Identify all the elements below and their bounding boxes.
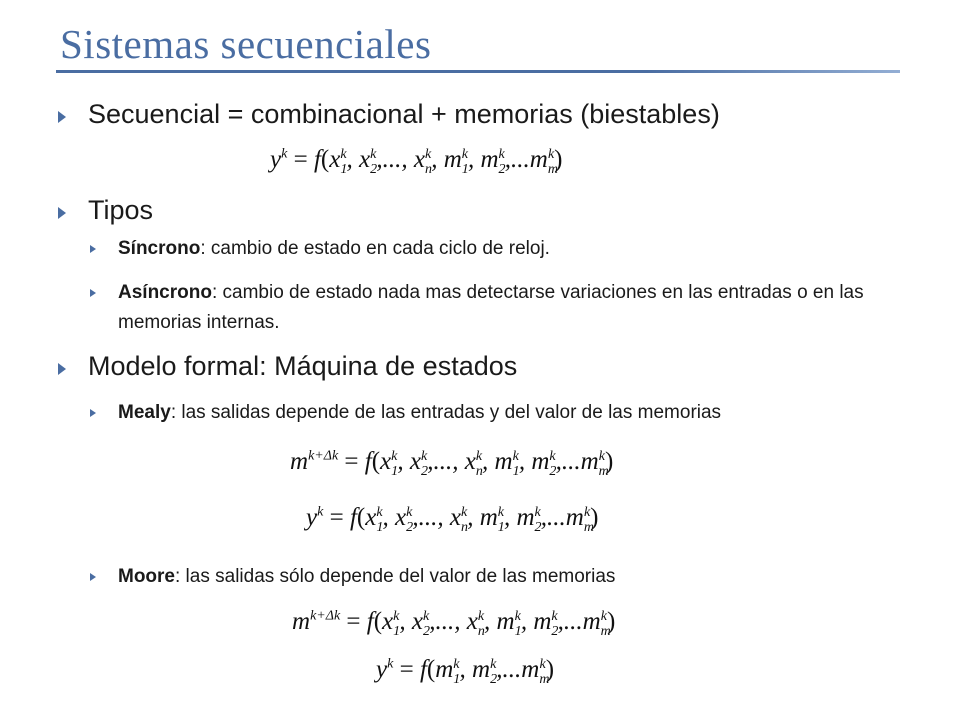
bullet-moore <box>118 562 908 592</box>
formula-mealy-output: $y^k = f(x_1^k$, $x_2^k$,..., $x_n^k$, $m_1^k$, $m_2^k,...m_m^k$) <box>306 504 599 535</box>
triangle-right-icon <box>90 245 96 253</box>
triangle-right-icon <box>90 289 96 297</box>
term-asincrono: Asíncrono <box>118 282 212 303</box>
formula-moore-output: $y^k = f(m_1^k$, $m_2^k,...m_m^k$) <box>376 656 555 687</box>
bullet-modelo-formal: Modelo formal: Máquina de estados <box>88 351 518 381</box>
bullet-tipos: Tipos <box>88 195 154 225</box>
bullet-asincrono <box>118 278 908 338</box>
title-underline <box>56 70 900 73</box>
triangle-right-icon <box>58 207 66 219</box>
slide-title: Sistemas secuenciales <box>60 21 432 67</box>
bullet-mealy <box>118 398 908 428</box>
asincrono-description: : cambio de estado nada mas detectarse variaciones en las entradas o en las memorias internas. <box>118 282 864 333</box>
bullet-secuencial: Secuencial = combinacional + memorias (biestables) <box>88 99 720 129</box>
formula-output: $y^k = f(x_1^k$, $x_2^k$,..., $x_n^k$, $m_1^k$, $m_2^k,...m_m^k$) <box>270 146 563 177</box>
term-sincrono: Síncrono <box>118 238 201 259</box>
term-mealy: Mealy <box>118 402 171 423</box>
term-moore: Moore <box>118 566 175 587</box>
triangle-right-icon <box>58 363 66 375</box>
sincrono-description: : cambio de estado en cada ciclo de reloj. <box>200 238 550 259</box>
mealy-description: : las salidas depende de las entradas y del valor de las memorias <box>170 402 722 423</box>
triangle-right-icon <box>90 573 96 581</box>
formula-mealy-memory: $m^{k+\Delta k} = f(x_1^k$, $x_2^k$,..., $x_n^k$, $m_1^k$, $m_2^k,...m_m^k$) <box>290 448 614 479</box>
moore-description: : las salidas sólo depende del valor de las memorias <box>175 566 616 587</box>
triangle-right-icon <box>90 409 96 417</box>
formula-moore-memory: $m^{k+\Delta k} = f(x_1^k$, $x_2^k$,..., $x_n^k$, $m_1^k$, $m_2^k,...m_m^k$) <box>292 608 616 639</box>
triangle-right-icon <box>58 111 66 123</box>
bullet-sincrono <box>118 234 908 264</box>
